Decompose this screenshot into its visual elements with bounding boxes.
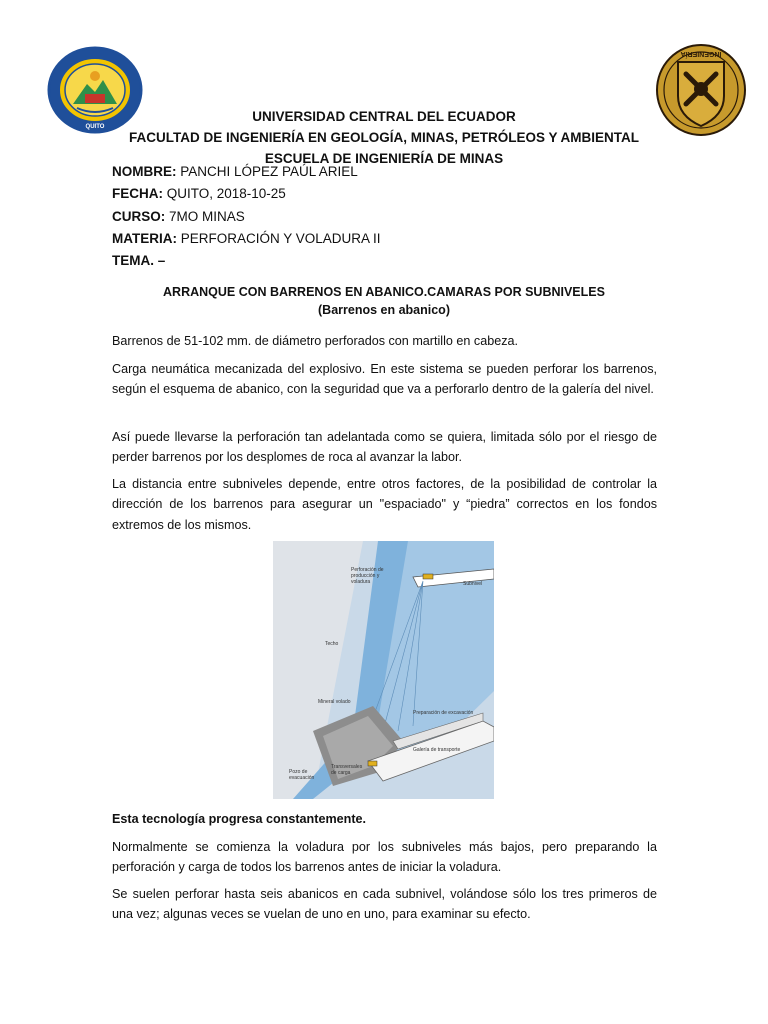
- info-row-topic: [112, 250, 672, 272]
- section-heading: [0, 283, 768, 319]
- info-value: QUITO, 2018-10-25: [163, 186, 286, 202]
- section-title: ARRANQUE CON BARRENOS EN ABANICO.CAMARAS POR SUBNIVELES: [163, 285, 605, 299]
- seal-bottom-label: QUITO: [85, 124, 105, 130]
- label-techo: Techo: [325, 641, 339, 647]
- label-transversales: Transversales: [331, 764, 363, 770]
- label-pozo-2: evacuación: [289, 775, 315, 781]
- label-transversales-2: de carga: [331, 770, 351, 776]
- engineering-logo-label: INGENIERÍA: [680, 50, 722, 57]
- school-name: ESCUELA DE INGENIERÍA DE MINAS: [264, 151, 504, 166]
- info-value: 7MO MINAS: [165, 208, 245, 224]
- document-header: [0, 106, 768, 169]
- info-value: PANCHI LÓPEZ PAÚL ARIEL: [176, 164, 358, 179]
- label-mineral: Mineral volado: [318, 699, 351, 705]
- info-row-name: [112, 161, 672, 183]
- faculty-name: FACULTAD DE INGENIERÍA EN GEOLOGÍA, MINAS, PETRÓLEOS Y AMBIENTAL: [128, 130, 640, 145]
- info-row-course: [112, 206, 672, 228]
- info-row-subject: [112, 228, 672, 250]
- paragraph: La distancia entre subniveles depende, entre otros factores, de la posibilidad de controlar la dirección de los barrenos para asegurar un "espaciado" y “piedra” correctos en los fondos extremos de los mismos.: [112, 477, 657, 532]
- info-key: TEMA. –: [112, 253, 166, 269]
- label-pozo: Pozo de: [289, 769, 308, 775]
- info-key: CURSO:: [112, 208, 166, 224]
- paragraph: Así puede llevarse la perforación tan adelantada como se quiera, limitada sólo por el riesgo de perder barrenos por los desplomes de roca al avanzar la labor.: [112, 430, 657, 465]
- paragraph: Barrenos de 51-102 mm. de diámetro perforados con martillo en cabeza.: [112, 334, 519, 348]
- info-key: MATERIA:: [112, 230, 177, 246]
- paragraph: Se suelen perforar hasta seis abanicos en cada subnivel, volándose sólo los tres primeros de una vez; algunas veces se vuelan de uno en uno, para examinar su efecto.: [112, 887, 657, 922]
- paragraph: Normalmente se comienza la voladura por los subniveles más bajos, pero preparando la perforación y carga de todos los barrenos antes de iniciar la voladura.: [112, 840, 657, 875]
- label-perforacion-2: producción y: [351, 573, 380, 579]
- info-row-date: [112, 183, 672, 205]
- student-info: [112, 161, 672, 272]
- label-galeria: Galería de transporte: [413, 747, 461, 753]
- info-key: FECHA:: [112, 186, 163, 202]
- label-subnivel: Subnivel: [463, 581, 483, 587]
- label-preparacion: Preparación de excavación: [413, 710, 474, 716]
- sublevel-stoping-diagram: [273, 541, 494, 799]
- university-name: UNIVERSIDAD CENTRAL DEL ECUADOR: [252, 109, 516, 124]
- label-perforacion: Perforación de: [351, 567, 384, 573]
- paragraph: Esta tecnología progresa constantemente.: [112, 812, 367, 826]
- info-value: PERFORACIÓN Y VOLADURA II: [177, 230, 381, 246]
- section-subtitle: (Barrenos en abanico): [318, 303, 450, 317]
- label-perforacion-3: voladura: [351, 579, 371, 585]
- info-key: NOMBRE:: [112, 164, 177, 179]
- paragraph: Carga neumática mecanizada del explosivo. En este sistema se pueden perforar los barrenos, según el esquema de abanico, con la seguridad que va a perforarlo dentro de la galería del nivel.: [112, 362, 657, 397]
